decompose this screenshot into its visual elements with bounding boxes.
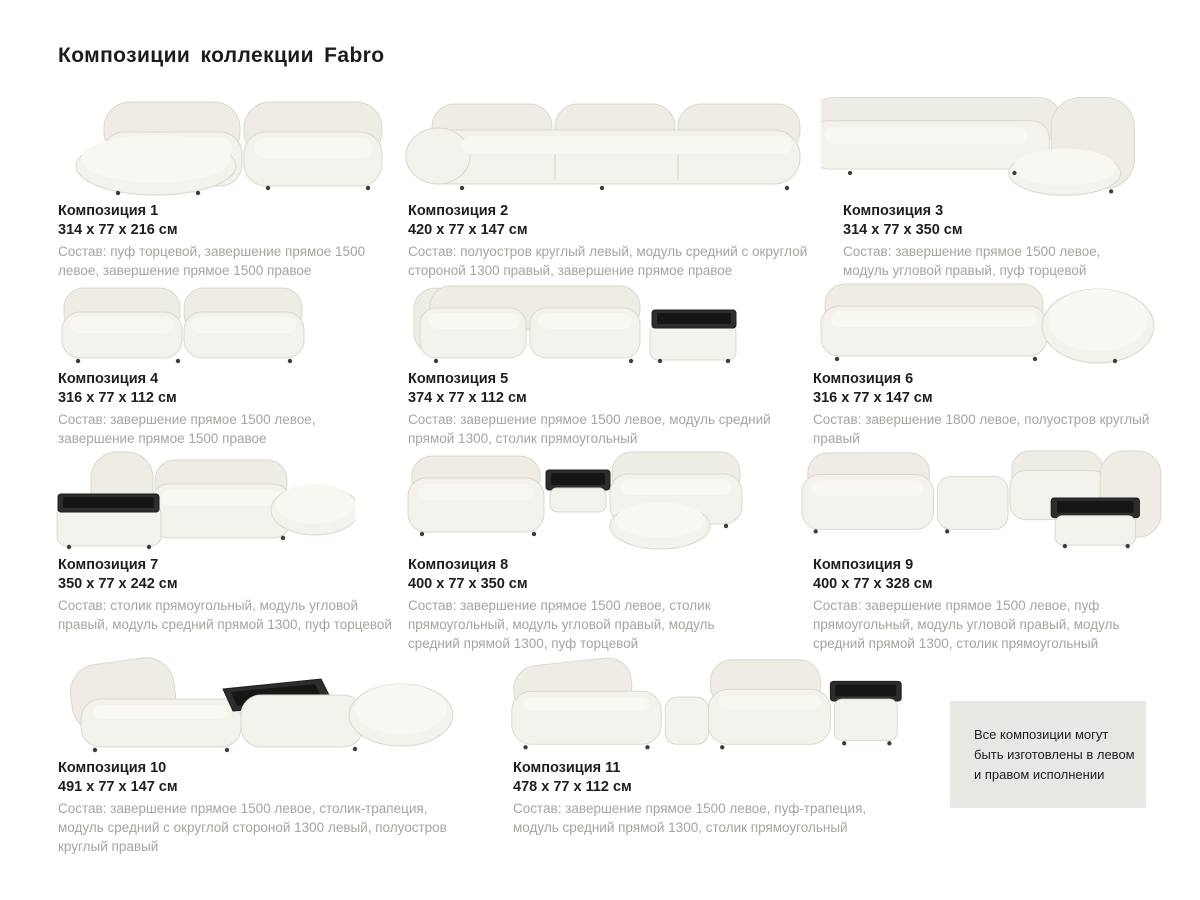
sofa-illustration-8 <box>406 448 746 550</box>
composition-3-image <box>843 95 1145 202</box>
sofa-illustration-1 <box>58 96 388 196</box>
composition-card-6 <box>813 283 1158 448</box>
composition-11-image <box>513 655 913 759</box>
composition-card-1 <box>58 95 393 280</box>
composition-title: Композиция 1 <box>58 203 159 219</box>
page-title: Композиции коллекции Fabro <box>58 44 385 67</box>
composition-dimensions: 478 х 77 х 112 см <box>513 779 632 795</box>
composition-dimensions: 350 х 77 х 242 см <box>58 576 178 592</box>
composition-card-9 <box>813 450 1163 653</box>
composition-dimensions: 400 х 77 х 328 см <box>813 576 933 592</box>
composition-description: Состав: завершение прямое 1500 левое, столик-трапеция, модуль средний с округлой стороной 1300 левый, полуостров круглый правый <box>58 801 447 854</box>
composition-dimensions: 314 х 77 х 216 см <box>58 222 178 238</box>
composition-7-image <box>58 450 398 556</box>
sofa-illustration-7 <box>55 448 355 550</box>
sofa-illustration-10 <box>55 653 455 753</box>
composition-dimensions: 314 х 77 х 350 см <box>843 222 963 238</box>
composition-dimensions: 491 х 77 х 147 см <box>58 779 178 795</box>
composition-card-7 <box>58 450 398 634</box>
composition-card-3 <box>843 95 1145 280</box>
composition-title: Композиция 6 <box>813 371 914 387</box>
sofa-illustration-6 <box>815 280 1155 364</box>
composition-dimensions: 420 х 77 х 147 см <box>408 222 528 238</box>
composition-title: Композиция 9 <box>813 557 914 573</box>
composition-dimensions: 316 х 77 х 147 см <box>813 390 933 406</box>
sofa-illustration-2 <box>402 96 807 196</box>
composition-description: Состав: полуостров круглый левый, модуль средний с округлой стороной 1300 правый, завершение прямое правое <box>408 244 808 278</box>
sofa-illustration-4 <box>58 284 308 364</box>
composition-title: Композиция 4 <box>58 371 159 387</box>
composition-4-image <box>58 283 388 370</box>
sofa-illustration-11 <box>500 655 913 753</box>
composition-description: Состав: завершение прямое 1500 левое, модуль угловой правый, пуф торцевой <box>843 244 1101 278</box>
composition-title: Композиция 3 <box>843 203 944 219</box>
composition-8-image <box>408 450 753 556</box>
sofa-illustration-5 <box>406 282 741 364</box>
composition-title: Композиция 5 <box>408 371 509 387</box>
composition-title: Композиция 2 <box>408 203 509 219</box>
composition-dimensions: 316 х 77 х 112 см <box>58 390 177 406</box>
composition-description: Состав: завершение прямое 1500 левое, завершение прямое 1500 правое <box>58 412 316 446</box>
composition-5-image <box>408 283 808 370</box>
composition-card-4 <box>58 283 388 448</box>
note-box: Все композиции могут быть изготовлены в левом и правом исполнении <box>950 701 1146 808</box>
composition-10-image <box>58 655 456 759</box>
composition-title: Композиция 8 <box>408 557 509 573</box>
composition-description: Состав: завершение прямое 1500 левое, пуф-трапеция, модуль средний прямой 1300, столик прямоугольный <box>513 801 867 835</box>
composition-description: Состав: завершение 1800 левое, полуостров круглый правый <box>813 412 1150 446</box>
composition-description: Состав: пуф торцевой, завершение прямое 1500 левое, завершение прямое 1500 правое <box>58 244 366 278</box>
composition-dimensions: 400 х 77 х 350 см <box>408 576 528 592</box>
composition-card-10 <box>58 655 456 856</box>
composition-description: Состав: завершение прямое 1500 левое, столик прямоугольный, модуль угловой правый, модуль средний прямой 1300, пуф торцевой <box>408 598 715 651</box>
composition-title: Композиция 10 <box>58 760 167 776</box>
composition-description: Состав: столик прямоугольный, модуль угловой правый, модуль средний прямой 1300, пуф торцевой <box>58 598 392 632</box>
composition-title: Композиция 7 <box>58 557 159 573</box>
composition-description: Состав: завершение прямое 1500 левое, модуль средний прямой 1300, столик прямоугольный <box>408 412 771 446</box>
composition-description: Состав: завершение прямое 1500 левое, пуф прямоугольный, модуль угловой правый, модуль средний прямой 1300, столик прямоугольный <box>813 598 1120 651</box>
composition-9-image <box>813 450 1163 556</box>
sofa-illustration-3 <box>821 92 1145 196</box>
sofa-illustration-9 <box>800 448 1163 550</box>
composition-card-5 <box>408 283 808 448</box>
composition-card-11 <box>513 655 913 837</box>
composition-1-image <box>58 95 393 202</box>
composition-dimensions: 374 х 77 х 112 см <box>408 390 527 406</box>
composition-6-image <box>813 283 1158 370</box>
composition-card-2 <box>408 95 810 280</box>
composition-card-8 <box>408 450 753 653</box>
composition-2-image <box>408 95 810 202</box>
composition-title: Композиция 11 <box>513 760 621 776</box>
